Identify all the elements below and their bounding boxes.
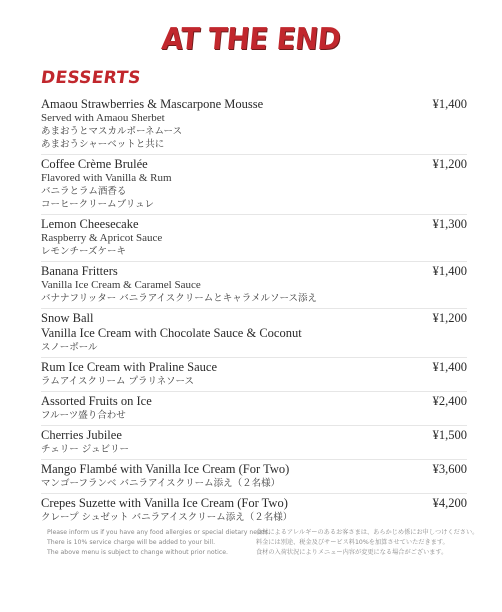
item-japanese-name: フルーツ盛り合わせ bbox=[41, 410, 126, 421]
item-description: Vanilla Ice Cream with Chocolate Sauce & Coconut bbox=[41, 326, 302, 340]
item-japanese-name: あまおうとマスカルポーネムース bbox=[41, 126, 183, 137]
item-price: ¥1,400 bbox=[432, 97, 467, 111]
item-name: Banana Fritters bbox=[41, 264, 118, 278]
item-japanese-name: スノーボール bbox=[41, 342, 98, 353]
item-name: Snow Ball bbox=[41, 311, 94, 325]
item-japanese-name: クレープ シュゼット バニラアイスクリーム添え（２名様） bbox=[41, 512, 293, 523]
item-japanese-description: コーヒークリームブリュレ bbox=[41, 199, 154, 210]
item-price: ¥4,200 bbox=[432, 496, 467, 510]
item-description: Vanilla Ice Cream & Caramel Sauce bbox=[41, 279, 201, 291]
footer-note: 食材によるアレルギーのあるお客さまは、あらかじめ係にお申しつけください。 bbox=[256, 529, 479, 536]
item-price: ¥3,600 bbox=[432, 462, 467, 476]
item-name: Mango Flambé with Vanilla Ice Cream (For Two) bbox=[41, 462, 290, 476]
menu-item bbox=[41, 262, 467, 309]
item-name: Crepes Suzette with Vanilla Ice Cream (For Two) bbox=[41, 496, 288, 510]
footer-note: The above menu is subject to change without prior notice. bbox=[47, 549, 229, 556]
menu-item bbox=[41, 95, 467, 155]
item-price: ¥1,200 bbox=[432, 157, 467, 171]
item-price: ¥2,400 bbox=[432, 394, 467, 408]
item-description: Flavored with Vanilla & Rum bbox=[41, 172, 172, 184]
section-heading: DESSERTS bbox=[39, 68, 143, 88]
item-name: Rum Ice Cream with Praline Sauce bbox=[41, 360, 217, 374]
item-name: Lemon Cheesecake bbox=[41, 217, 139, 231]
footer-note: 食材の入荷状況によりメニュー内容が変更になる場合がございます。 bbox=[256, 549, 448, 556]
menu-item bbox=[41, 460, 467, 494]
item-japanese-name: マンゴーフランベ バニラアイスクリーム添え（２名様） bbox=[41, 478, 281, 489]
item-japanese-name: バニラとラム酒香る bbox=[41, 186, 127, 197]
footer-note: There is 10% service charge will be added to your bill. bbox=[47, 539, 216, 546]
menu-item bbox=[41, 309, 467, 358]
menu-item bbox=[41, 494, 467, 527]
menu-item bbox=[41, 426, 467, 460]
item-japanese-name: チェリー ジュビリー bbox=[41, 444, 130, 455]
item-name: Coffee Crème Brulée bbox=[41, 157, 148, 171]
footer-note: 料金には別途、税金及びサービス料10%を加算させていただきます。 bbox=[256, 539, 449, 546]
item-price: ¥1,400 bbox=[432, 360, 467, 374]
menu-item bbox=[41, 392, 467, 426]
footer-notes-japanese bbox=[256, 528, 478, 558]
item-name: Cherries Jubilee bbox=[41, 428, 122, 442]
menu-item bbox=[41, 358, 467, 392]
item-price: ¥1,400 bbox=[432, 264, 467, 278]
item-price: ¥1,300 bbox=[432, 217, 467, 231]
item-japanese-name: ラムアイスクリーム プラリネソース bbox=[41, 376, 195, 387]
menu-list bbox=[41, 95, 467, 527]
item-japanese-description: あまおうシャーベットと共に bbox=[41, 139, 165, 150]
item-name: Assorted Fruits on Ice bbox=[41, 394, 152, 408]
item-price: ¥1,200 bbox=[432, 311, 467, 325]
item-name: Amaou Strawberries & Mascarpone Mousse bbox=[41, 97, 264, 111]
item-description: Raspberry & Apricot Sauce bbox=[41, 232, 163, 244]
menu-item bbox=[41, 215, 467, 262]
footer-notes-english bbox=[47, 528, 270, 558]
item-japanese-name: レモンチーズケーキ bbox=[41, 246, 127, 257]
page-title: AT THE END bbox=[160, 22, 342, 57]
item-japanese-name: バナナフリッター バニラアイスクリームとキャラメルソース添え bbox=[41, 293, 318, 304]
menu-item bbox=[41, 155, 467, 215]
footer-note: Please inform us if you have any food allergies or special dietary needs. bbox=[47, 529, 270, 536]
item-description: Served with Amaou Sherbet bbox=[41, 112, 165, 124]
item-price: ¥1,500 bbox=[432, 428, 467, 442]
